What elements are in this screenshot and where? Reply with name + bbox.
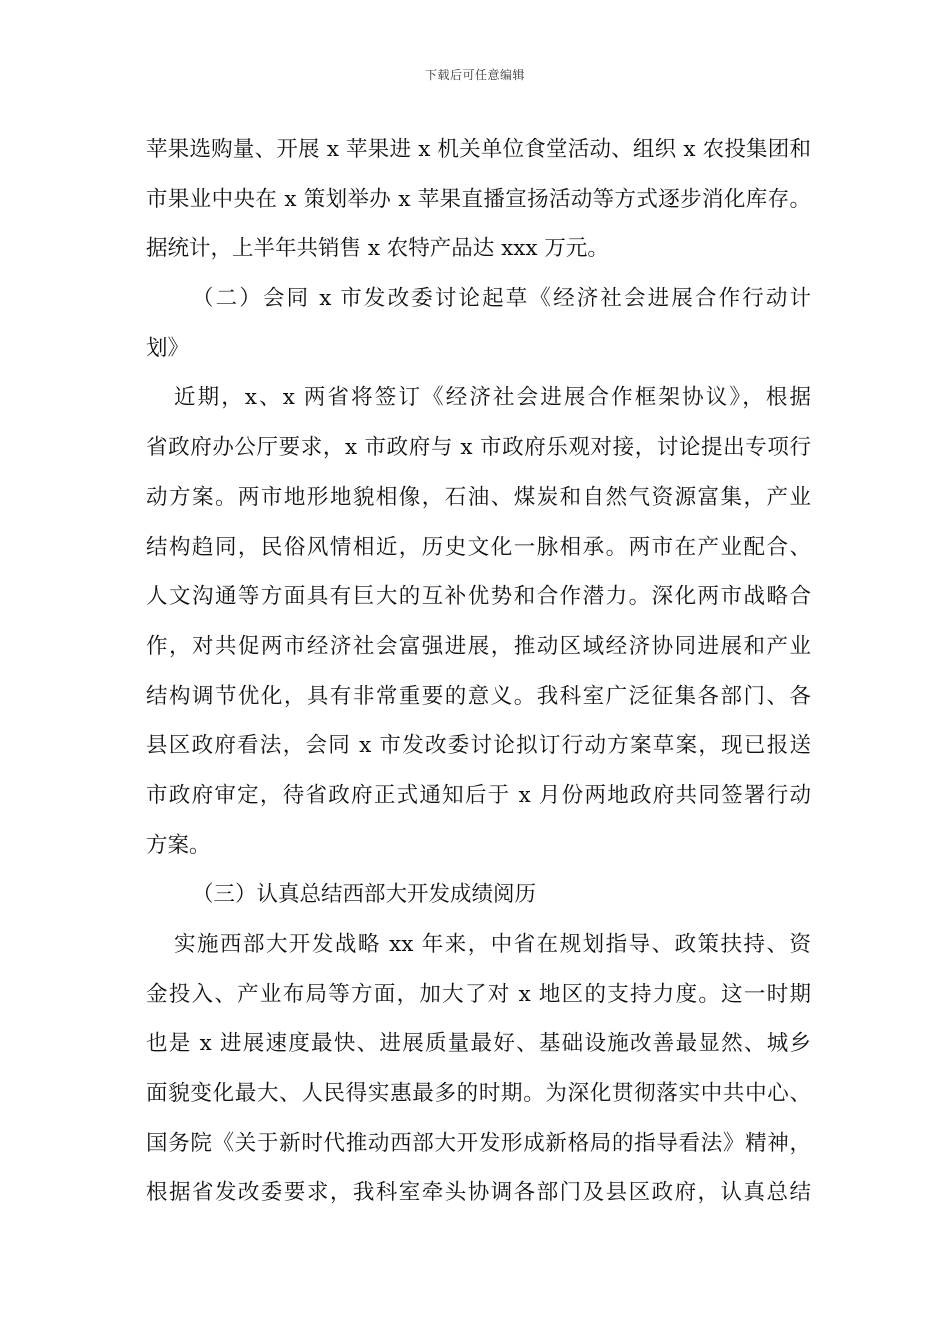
text-line: 人文沟通等方面具有巨大的互补优势和合作潜力。深化两市战略合 [146,584,811,610]
text-line: 结构调节优化，具有非常重要的意义。我科室广泛征集各部门、各 [146,683,811,709]
text-line: 据统计，上半年共销售 x 农特产品达 xxx 万元。 [146,236,609,262]
text-line: 国务院《关于新时代推动西部大开发形成新格局的指导看法》精神， [146,1130,811,1156]
text-line: 金投入、产业布局等方面，加大了对 x 地区的支持力度。这一时期 [146,981,811,1007]
text-line: （三）认真总结西部大开发成绩阅历 [192,882,537,908]
text-line: 实施西部大开发战略 xx 年来，中省在规划指导、政策扶持、资 [174,932,811,957]
text-line: 省政府办公厅要求，x 市政府与 x 市政府乐观对接，讨论提出专项行 [146,435,811,461]
text-line: 划》 [146,335,190,361]
text-line: 市果业中央在 x 策划举办 x 苹果直播宣扬活动等方式逐步消化库存。 [146,186,811,212]
text-line: 市政府审定，待省政府正式通知后于 x 月份两地政府共同签署行动 [146,782,811,808]
text-line: 动方案。两市地形地貌相像，石油、煤炭和自然气资源富集，产业 [146,484,811,510]
page-header: 下载后可任意编辑 [424,68,525,82]
text-line: 县区政府看法，会同 x 市发改委讨论拟订行动方案草案，现已报送 [146,733,811,759]
body-text [146,128,811,1221]
text-line: 根据省发改委要求，我科室牵头协调各部门及县区政府，认真总结 [146,1180,811,1206]
text-line: 面貌变化最大、人民得实惠最多的时期。为深化贯彻落实中共中心、 [146,1081,811,1107]
text-line: 近期，x、x 两省将签订《经济社会进展合作框架协议》，根据 [174,385,811,411]
text-line: 作，对共促两市经济社会富强进展，推动区域经济协同进展和产业 [146,633,811,659]
text-line: 苹果选购量、开展 x 苹果进 x 机关单位食堂活动、组织 x 农投集团和 [146,137,811,162]
text-line: 结构趋同，民俗风情相近，历史文化一脉相承。两市在产业配合、 [146,534,811,560]
text-line: 方案。 [146,832,211,858]
text-line: （二）会同 x 市发改委讨论起草《经济社会进展合作行动计 [192,286,811,312]
text-line: 也是 x 进展速度最快、进展质量最好、基础设施改善最显然、城乡 [146,1031,811,1057]
